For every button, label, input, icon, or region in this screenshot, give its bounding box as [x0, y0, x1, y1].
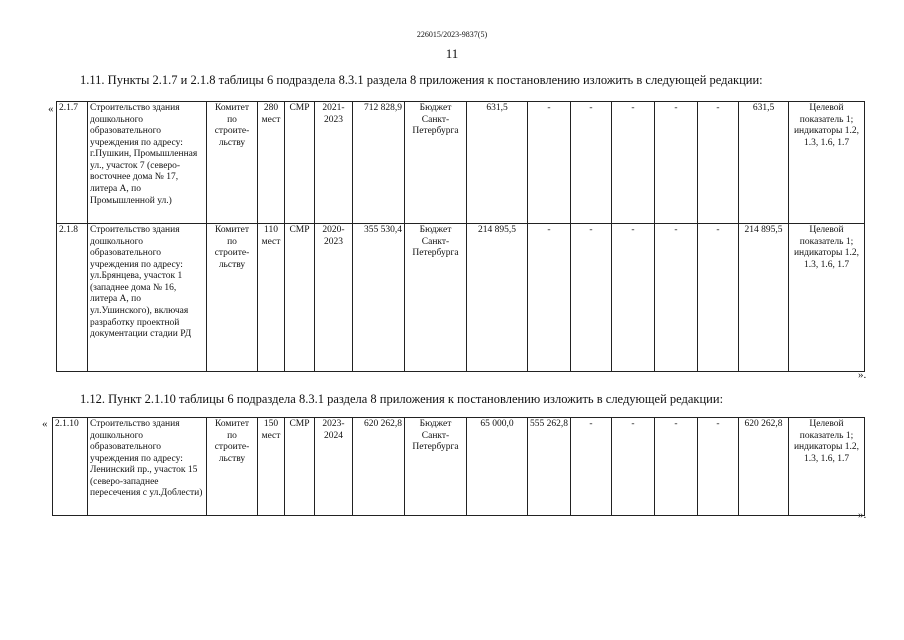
sum-value: 631,5 — [739, 102, 789, 224]
year-value-5: - — [655, 224, 698, 372]
year-value-1: 65 000,0 — [467, 418, 528, 516]
item-number: 2.1.10 — [53, 418, 88, 516]
table-row — [53, 418, 865, 516]
funding-source: Бюджет Санкт-Петербурга — [405, 102, 467, 224]
sum-value: 214 895,5 — [739, 224, 789, 372]
executor: Комитет по строите-льству — [207, 418, 258, 516]
table-row — [57, 102, 865, 224]
open-quote: « — [48, 103, 54, 115]
indicator: Целевой показатель 1; индикаторы 1.2, 1.3, 1.6, 1.7 — [789, 418, 865, 516]
object-description: Строительство здания дошкольного образовательного учреждения по адресу: Ленинский пр., участок 15 (северо-западнее пересечения с ул.Доблести) — [88, 418, 207, 516]
year-value-6: - — [698, 102, 739, 224]
year-value-2: - — [528, 224, 571, 372]
year-value-3: - — [571, 224, 612, 372]
year-value-3: - — [571, 102, 612, 224]
year-value-1: 214 895,5 — [467, 224, 528, 372]
total-cost: 712 828,9 — [353, 102, 405, 224]
total-cost: 620 262,8 — [353, 418, 405, 516]
document-id: 226015/2023-9837(5) — [416, 30, 488, 39]
funding-source: Бюджет Санкт-Петербурга — [405, 224, 467, 372]
year-value-6: - — [698, 224, 739, 372]
amendment-table-2 — [52, 417, 865, 516]
close-quote: ». — [858, 369, 867, 381]
object-description: Строительство здания дошкольного образовательного учреждения по адресу: ул.Брянцева, участок 1 (западнее дома № 16, литера А, по ул.Ушинского), включая разработку проектной документации стадии РД — [88, 224, 207, 372]
section-1-heading: 1.11. Пункты 2.1.7 и 2.1.8 таблицы 6 подраздела 8.3.1 раздела 8 приложения к постановлению изложить в следующей редакции: — [80, 73, 763, 87]
total-cost: 355 530,4 — [353, 224, 405, 372]
close-quote: ». — [858, 509, 867, 521]
capacity: 110 мест — [258, 224, 285, 372]
work-type: СМР — [285, 418, 315, 516]
year-value-5: - — [655, 418, 698, 516]
year-value-2: - — [528, 102, 571, 224]
year-value-5: - — [655, 102, 698, 224]
section-2-heading: 1.12. Пункт 2.1.10 таблицы 6 подраздела 8.3.1 раздела 8 приложения к постановлению изложить в следующей редакции: — [80, 392, 724, 406]
period: 2020-2023 — [315, 224, 353, 372]
item-number: 2.1.8 — [57, 224, 88, 372]
item-number: 2.1.7 — [57, 102, 88, 224]
funding-source: Бюджет Санкт-Петербурга — [405, 418, 467, 516]
executor: Комитет по строите-льству — [207, 102, 258, 224]
period: 2021-2023 — [315, 102, 353, 224]
sum-value: 620 262,8 — [739, 418, 789, 516]
table-row — [57, 224, 865, 372]
year-value-6: - — [698, 418, 739, 516]
indicator: Целевой показатель 1; индикаторы 1.2, 1.3, 1.6, 1.7 — [789, 102, 865, 224]
period: 2023-2024 — [315, 418, 353, 516]
amendment-table-1 — [56, 101, 865, 372]
year-value-3: - — [571, 418, 612, 516]
work-type: СМР — [285, 224, 315, 372]
year-value-4: - — [612, 224, 655, 372]
open-quote: « — [42, 418, 48, 430]
page-number: 11 — [445, 46, 459, 61]
year-value-2: 555 262,8 — [528, 418, 571, 516]
object-description: Строительство здания дошкольного образовательного учреждения по адресу: г.Пушкин, Промышленная ул., участок 7 (северо-восточнее дома № 17, литера А, по Промышленной ул.) — [88, 102, 207, 224]
capacity: 280 мест — [258, 102, 285, 224]
executor: Комитет по строите-льству — [207, 224, 258, 372]
indicator: Целевой показатель 1; индикаторы 1.2, 1.3, 1.6, 1.7 — [789, 224, 865, 372]
capacity: 150 мест — [258, 418, 285, 516]
year-value-4: - — [612, 418, 655, 516]
work-type: СМР — [285, 102, 315, 224]
year-value-1: 631,5 — [467, 102, 528, 224]
year-value-4: - — [612, 102, 655, 224]
